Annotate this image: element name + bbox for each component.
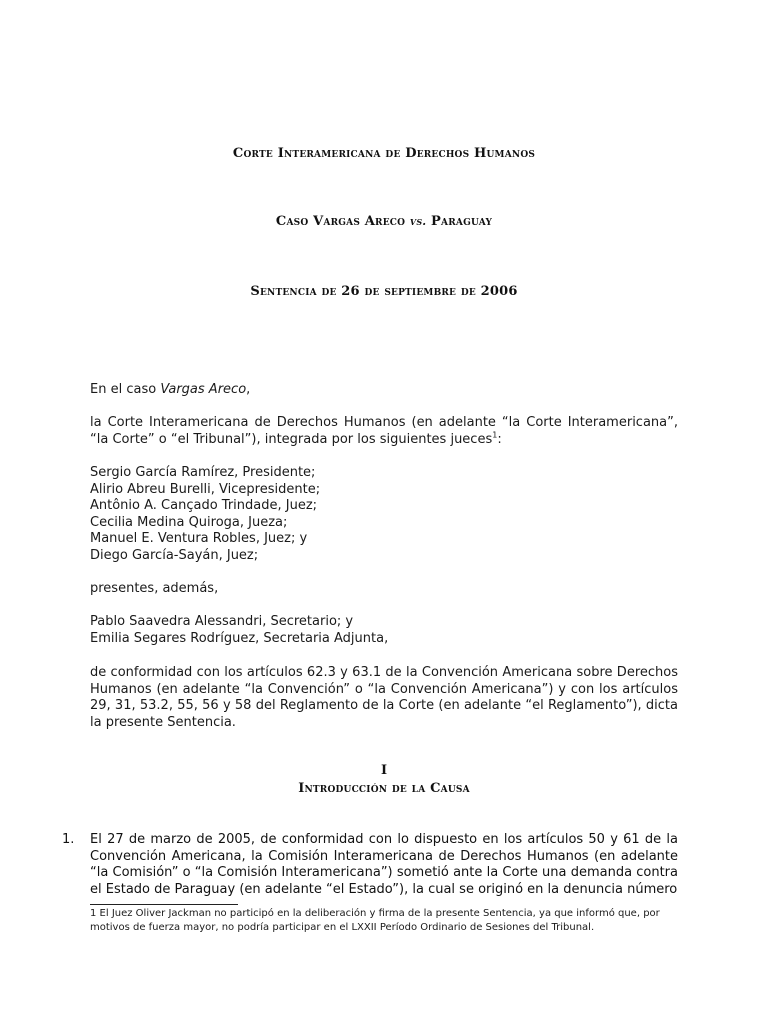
- footnote-reference[interactable]: 1: [492, 430, 498, 440]
- presentes-line: presentes, además,: [90, 581, 219, 596]
- judge-item: Manuel E. Ventura Robles, Juez; y: [90, 531, 308, 546]
- case-title-suffix: Paraguay: [426, 214, 493, 229]
- opening-case-name: Vargas Areco: [160, 382, 247, 397]
- case-title: [0, 214, 768, 229]
- opening-line: [90, 382, 678, 399]
- paragraph-body: El 27 de marzo de 2005, de conformidad con lo dispuesto en los artículos 50 y 61 de la Convención Americana, la Comisión Interamericana de Derechos Humanos (en adelante “la Comisión” o “la Comisión Interamericana”) sometió ante la Corte una demanda contra el Estado de Paraguay (en adelante “el Estado”), la cual se originó en la denuncia número: [90, 832, 678, 897]
- case-title-vs: vs.: [409, 215, 427, 228]
- case-title-prefix: Caso Vargas Areco: [275, 214, 410, 229]
- secretary-item: Emilia Segares Rodríguez, Secretaria Adjunta,: [90, 630, 389, 646]
- judge-item: Alirio Abreu Burelli, Vicepresidente;: [90, 481, 321, 497]
- judgment-date: [0, 284, 768, 299]
- section-title: [0, 781, 768, 796]
- footnote: 1 El Juez Oliver Jackman no participó en la deliberación y firma de la presente Sentencia, ya que informó que, por motivos de fuerza mayor, no podría participar en el LXXII Período Ordinario de Sesiones del Tribunal.: [90, 908, 660, 933]
- court-title-text: Corte Interamericana de Derechos Humanos: [232, 146, 536, 161]
- court-paragraph-colon: :: [497, 431, 502, 447]
- judgment-date-text: Sentencia de 26 de septiembre de 2006: [250, 284, 518, 299]
- court-paragraph-text: la Corte Interamericana de Derechos Humanos (en adelante “la Corte Interamericana”, “la Corte” o “el Tribunal”), integrada por los siguientes jueces: [90, 415, 678, 447]
- judge-item: Sergio García Ramírez, Presidente;: [90, 465, 316, 480]
- section-numeral: I: [380, 763, 388, 778]
- opening-en-el-caso: En el caso: [90, 382, 161, 397]
- secretaries-list: [90, 614, 678, 647]
- paragraph-number: 1.: [62, 832, 75, 847]
- judges-list: [90, 465, 678, 564]
- secretary-item: Pablo Saavedra Alessandri, Secretario; y: [90, 614, 354, 629]
- judge-item: Diego García-Sayán, Juez;: [90, 547, 259, 563]
- conformity-paragraph: de conformidad con los artículos 62.3 y 63.1 de la Convención Americana sobre Derechos Humanos (en adelante “la Convención” o “la Convención Americana”) y con los artículos 29, 31, 53.2, 55, 56 y 58 del Reglamento de la Corte (en adelante “el Reglamento”), dicta la presente Sentencia.: [90, 665, 678, 730]
- opening-comma: ,: [246, 382, 251, 397]
- court-title: [0, 146, 768, 161]
- section-title-text: Introducción de la Causa: [298, 781, 470, 796]
- court-paragraph: [90, 415, 678, 448]
- judge-item: Antônio A. Cançado Trindade, Juez;: [90, 498, 318, 513]
- judge-item: Cecilia Medina Quiroga, Jueza;: [90, 514, 288, 530]
- footnote-divider: [90, 904, 238, 905]
